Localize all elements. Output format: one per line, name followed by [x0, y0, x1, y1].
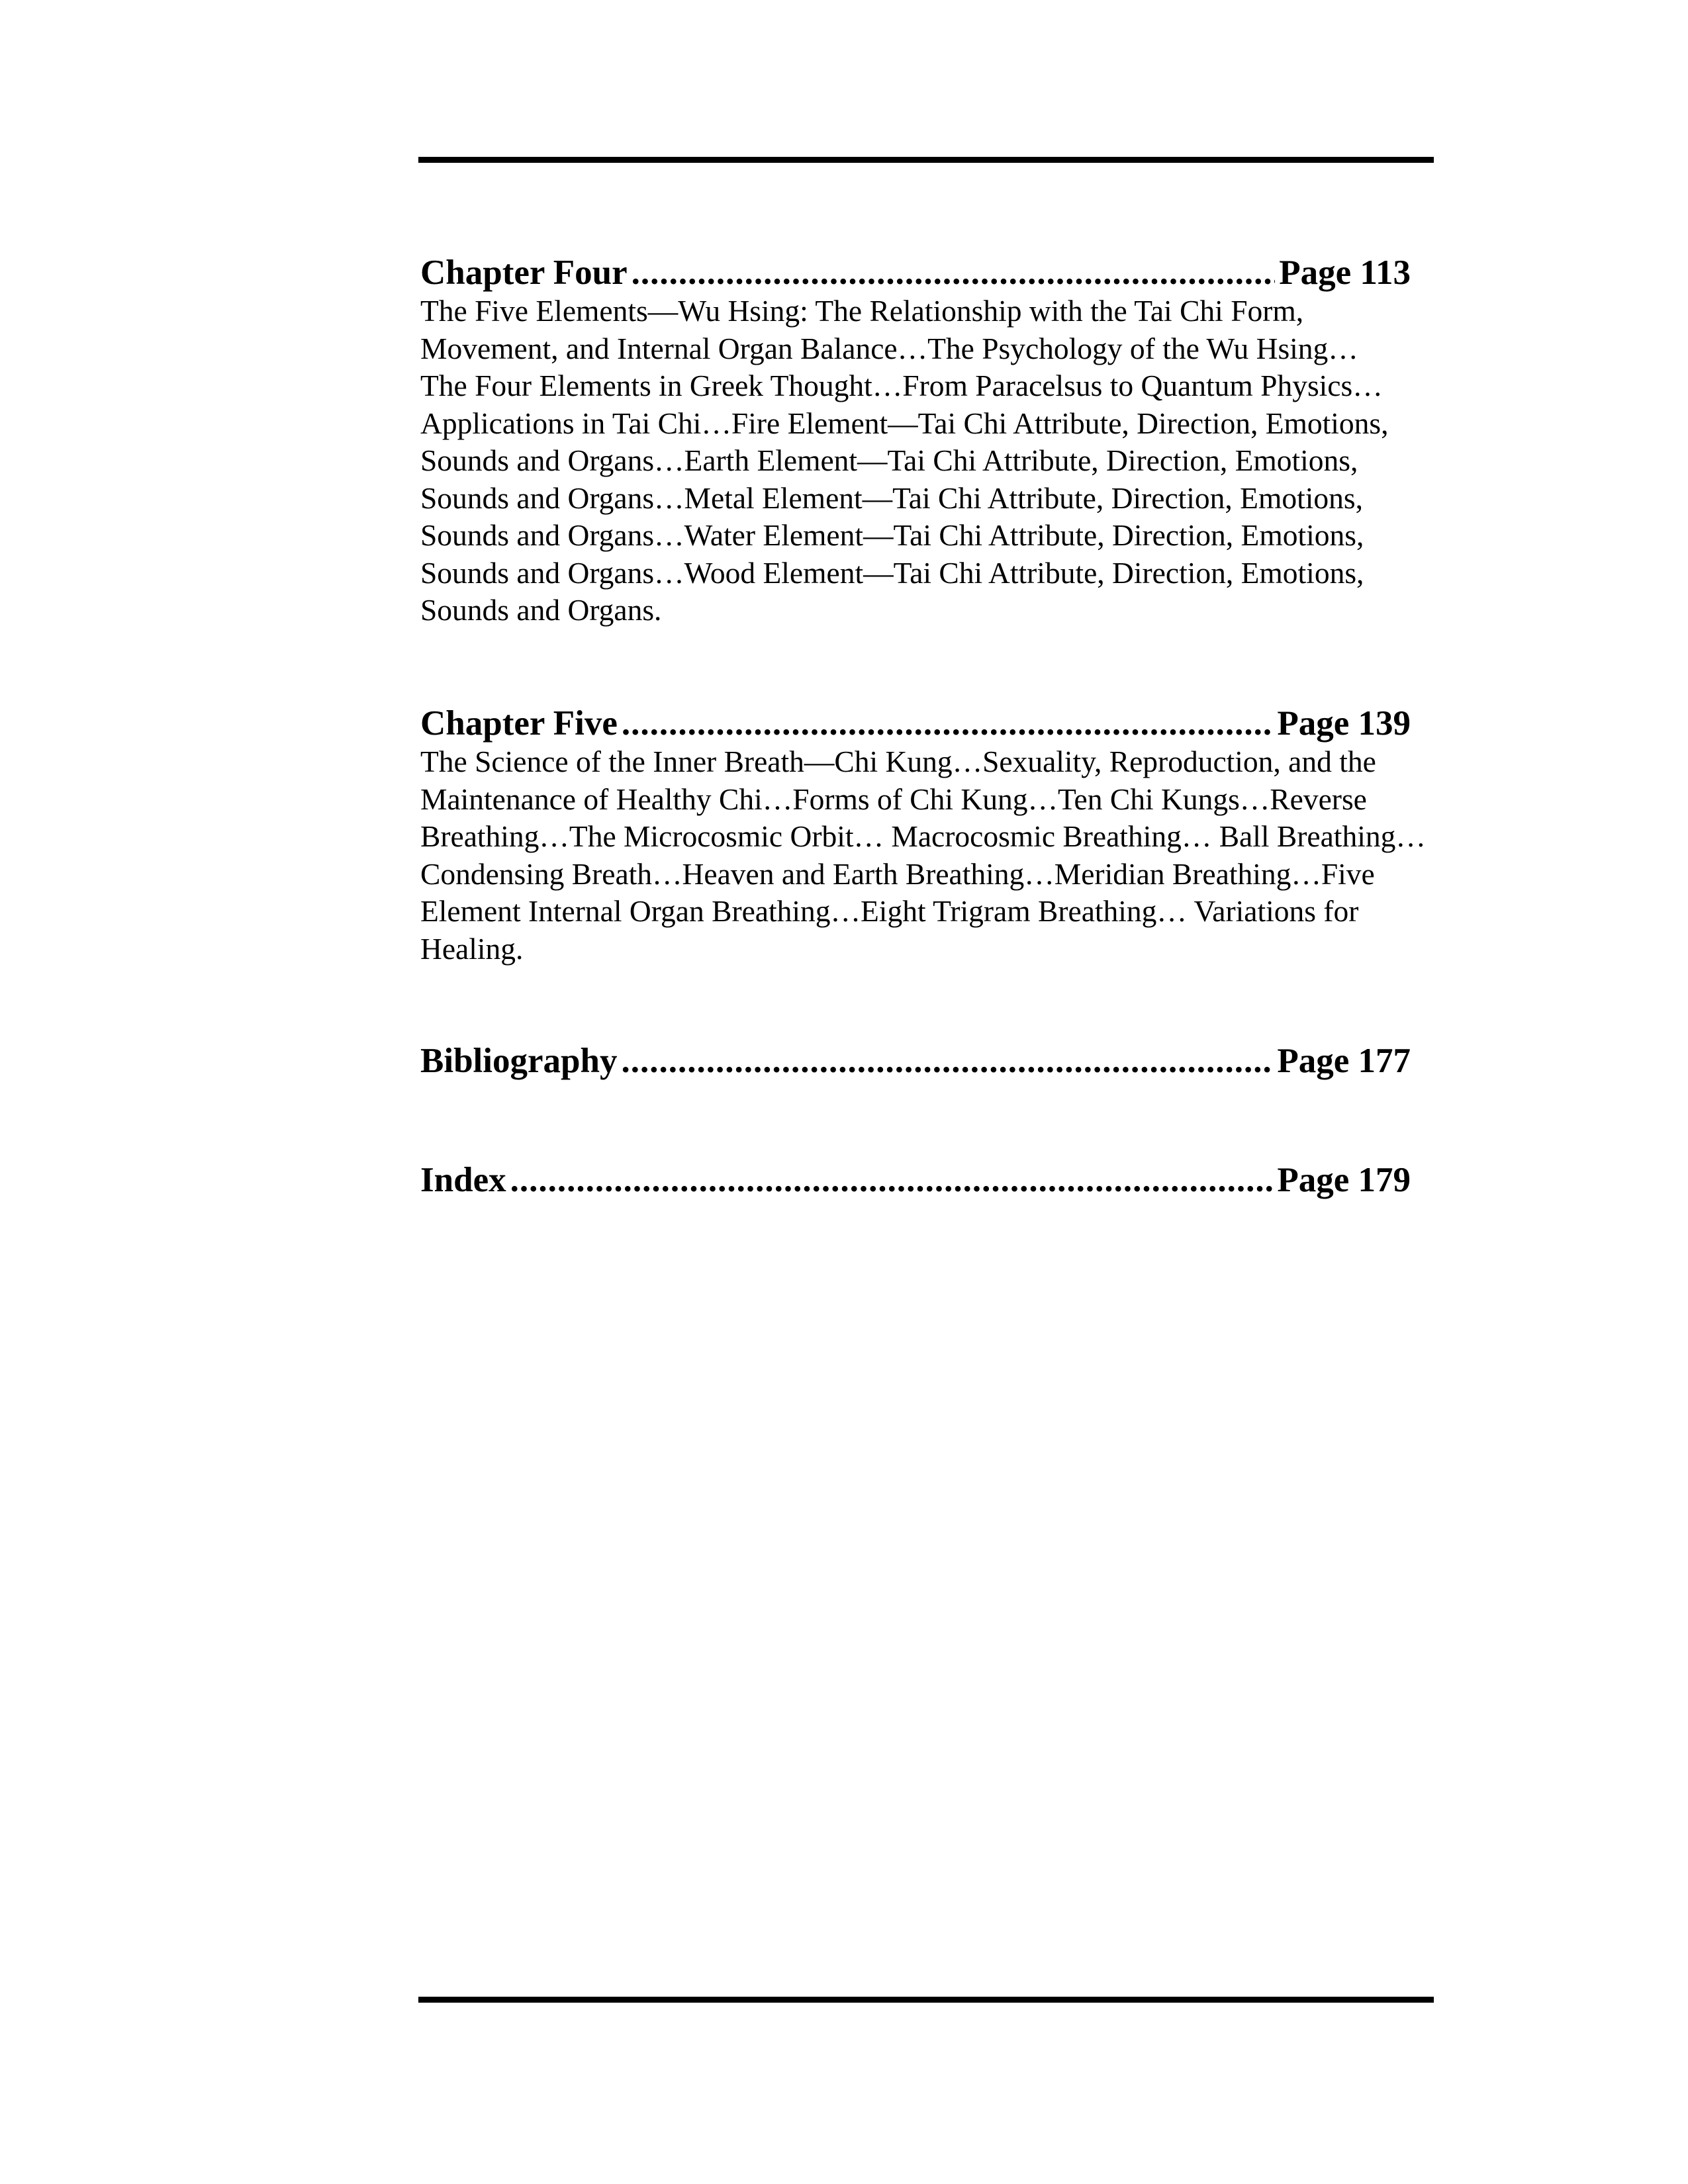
dot-leader	[632, 253, 1276, 293]
bottom-rule	[418, 1997, 1434, 2003]
toc-entry-chapter-five	[420, 704, 1426, 968]
summary-line: Applications in Tai Chi…Fire Element—Tai Chi Attribute, Direction, Emotions,	[420, 406, 1389, 440]
summary-line: Healing.	[420, 931, 524, 966]
summary-line: Sounds and Organs…Metal Element—Tai Chi Attribute, Direction, Emotions,	[420, 480, 1363, 515]
page-number: Page 139	[1277, 704, 1411, 743]
toc-entry-heading	[420, 1160, 1411, 1200]
summary-line: Movement, and Internal Organ Balance…The Psychology of the Wu Hsing…	[420, 331, 1358, 365]
summary-line: Condensing Breath…Heaven and Earth Breathing…Meridian Breathing…Five	[420, 856, 1375, 891]
chapter-title: Chapter Four	[420, 253, 628, 292]
section-title: Bibliography	[420, 1042, 618, 1080]
toc-entry-heading	[420, 704, 1411, 743]
summary-line: The Science of the Inner Breath—Chi Kung…Sexuality, Reproduction, and the	[420, 745, 1376, 778]
chapter-summary	[420, 743, 1426, 968]
dot-leader	[510, 1160, 1274, 1200]
summary-line: Element Internal Organ Breathing…Eight Trigram Breathing… Variations for	[420, 894, 1359, 928]
toc-entry-heading	[420, 1041, 1411, 1081]
summary-line: Sounds and Organs.	[420, 593, 662, 627]
toc-entry-index	[420, 1160, 1411, 1200]
summary-line: The Four Elements in Greek Thought…From Paracelsus to Quantum Physics…	[420, 369, 1383, 402]
page-number: Page 179	[1277, 1161, 1411, 1199]
top-rule	[418, 157, 1434, 163]
page-number: Page 177	[1277, 1042, 1411, 1080]
summary-line: The Five Elements—Wu Hsing: The Relationship with the Tai Chi Form,	[420, 294, 1304, 328]
chapter-title: Chapter Five	[420, 704, 618, 743]
dot-leader	[622, 704, 1274, 743]
summary-line: Sounds and Organs…Earth Element—Tai Chi Attribute, Direction, Emotions,	[420, 443, 1358, 477]
summary-line: Sounds and Organs…Water Element—Tai Chi Attribute, Direction, Emotions,	[420, 518, 1364, 552]
toc-entry-bibliography	[420, 1041, 1411, 1081]
page-number: Page 113	[1279, 253, 1411, 292]
summary-line: Maintenance of Healthy Chi…Forms of Chi Kung…Ten Chi Kungs…Reverse	[420, 782, 1367, 816]
dot-leader	[621, 1041, 1273, 1081]
summary-line: Breathing…The Microcosmic Orbit… Macrocosmic Breathing… Ball Breathing…	[420, 819, 1426, 853]
chapter-summary	[420, 293, 1411, 629]
section-title: Index	[420, 1161, 506, 1199]
toc-entry-chapter-four	[420, 253, 1411, 629]
summary-line: Sounds and Organs…Wood Element—Tai Chi Attribute, Direction, Emotions,	[420, 555, 1364, 590]
toc-entry-heading	[420, 253, 1411, 293]
